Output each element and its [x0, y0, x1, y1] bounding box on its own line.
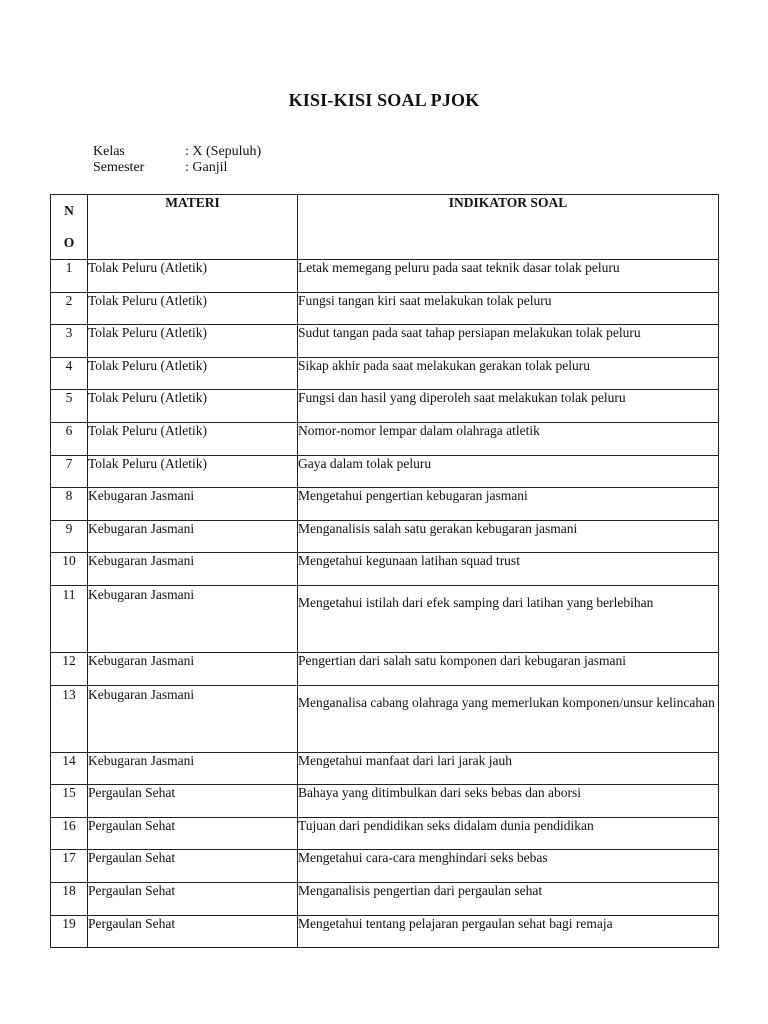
cell-materi: Pergaulan Sehat	[88, 785, 298, 818]
cell-materi: Pergaulan Sehat	[88, 915, 298, 948]
table-row	[51, 325, 719, 358]
cell-materi: Tolak Peluru (Atletik)	[88, 260, 298, 293]
table-row	[51, 652, 719, 685]
cell-materi: Kebugaran Jasmani	[88, 652, 298, 685]
table-row	[51, 455, 719, 488]
cell-materi: Kebugaran Jasmani	[88, 488, 298, 521]
cell-no: 6	[51, 422, 88, 455]
cell-indikator: Menganalisa cabang olahraga yang memerlukan komponen/unsur kelincahan	[298, 685, 719, 752]
meta-value: : X (Sepuluh)	[185, 144, 262, 159]
meta-value: : Ganjil	[185, 160, 228, 175]
cell-materi: Tolak Peluru (Atletik)	[88, 325, 298, 358]
cell-materi: Tolak Peluru (Atletik)	[88, 292, 298, 325]
table-row	[51, 785, 719, 818]
cell-no: 16	[51, 817, 88, 850]
cell-no: 12	[51, 652, 88, 685]
cell-no: 1	[51, 260, 88, 293]
cell-no: 17	[51, 850, 88, 883]
cell-no: 9	[51, 520, 88, 553]
cell-no: 13	[51, 685, 88, 752]
table-row	[51, 357, 719, 390]
table-body	[51, 260, 719, 948]
cell-no: 11	[51, 585, 88, 652]
kisi-kisi-table	[50, 194, 719, 948]
cell-indikator: Gaya dalam tolak peluru	[298, 455, 719, 488]
table-row	[51, 488, 719, 521]
table-row	[51, 585, 719, 652]
cell-indikator: Nomor-nomor lempar dalam olahraga atletik	[298, 422, 719, 455]
cell-indikator: Mengetahui pengertian kebugaran jasmani	[298, 488, 719, 521]
cell-indikator: Fungsi dan hasil yang diperoleh saat melakukan tolak peluru	[298, 390, 719, 423]
cell-indikator: Tujuan dari pendidikan seks didalam dunia pendidikan	[298, 817, 719, 850]
cell-indikator: Mengetahui tentang pelajaran pergaulan sehat bagi remaja	[298, 915, 719, 948]
cell-indikator: Mengetahui istilah dari efek samping dari latihan yang berlebihan	[298, 585, 719, 652]
cell-materi: Pergaulan Sehat	[88, 850, 298, 883]
cell-no: 5	[51, 390, 88, 423]
cell-indikator: Bahaya yang ditimbulkan dari seks bebas dan aborsi	[298, 785, 719, 818]
cell-materi: Kebugaran Jasmani	[88, 520, 298, 553]
table-row	[51, 752, 719, 785]
table-row	[51, 817, 719, 850]
cell-indikator: Letak memegang peluru pada saat teknik dasar tolak peluru	[298, 260, 719, 293]
table-row	[51, 260, 719, 293]
table-row	[51, 685, 719, 752]
table-row	[51, 422, 719, 455]
meta-row-semester	[93, 160, 261, 176]
cell-indikator: Pengertian dari salah satu komponen dari kebugaran jasmani	[298, 652, 719, 685]
table-row	[51, 390, 719, 423]
cell-indikator: Sikap akhir pada saat melakukan gerakan tolak peluru	[298, 357, 719, 390]
cell-no: 19	[51, 915, 88, 948]
cell-indikator: Fungsi tangan kiri saat melakukan tolak peluru	[298, 292, 719, 325]
table-row	[51, 553, 719, 586]
cell-no: 7	[51, 455, 88, 488]
cell-materi: Tolak Peluru (Atletik)	[88, 357, 298, 390]
cell-no: 10	[51, 553, 88, 586]
table-row	[51, 292, 719, 325]
meta-row-kelas	[93, 144, 261, 160]
header-indikator: INDIKATOR SOAL	[298, 195, 719, 260]
header-no	[51, 195, 88, 260]
cell-no: 2	[51, 292, 88, 325]
cell-materi: Tolak Peluru (Atletik)	[88, 390, 298, 423]
cell-materi: Tolak Peluru (Atletik)	[88, 422, 298, 455]
cell-indikator: Mengetahui cara-cara menghindari seks bebas	[298, 850, 719, 883]
table-header-row	[51, 195, 719, 260]
header-materi: MATERI	[88, 195, 298, 260]
cell-materi: Kebugaran Jasmani	[88, 685, 298, 752]
cell-no: 8	[51, 488, 88, 521]
cell-no: 4	[51, 357, 88, 390]
cell-materi: Kebugaran Jasmani	[88, 553, 298, 586]
cell-materi: Kebugaran Jasmani	[88, 752, 298, 785]
cell-no: 3	[51, 325, 88, 358]
cell-no: 18	[51, 882, 88, 915]
table-row	[51, 850, 719, 883]
document-meta	[93, 144, 261, 176]
meta-label: Kelas	[93, 144, 125, 159]
cell-no: 15	[51, 785, 88, 818]
cell-materi: Tolak Peluru (Atletik)	[88, 455, 298, 488]
cell-indikator: Menganalisis salah satu gerakan kebugaran jasmani	[298, 520, 719, 553]
header-no-line: O	[63, 235, 75, 250]
cell-materi: Pergaulan Sehat	[88, 882, 298, 915]
cell-indikator: Sudut tangan pada saat tahap persiapan melakukan tolak peluru	[298, 325, 719, 358]
meta-label: Semester	[93, 160, 145, 175]
cell-indikator: Menganalisis pengertian dari pergaulan sehat	[298, 882, 719, 915]
cell-no: 14	[51, 752, 88, 785]
cell-materi: Kebugaran Jasmani	[88, 585, 298, 652]
header-no-line: N	[64, 203, 74, 218]
table-row	[51, 915, 719, 948]
table-row	[51, 882, 719, 915]
cell-indikator: Mengetahui manfaat dari lari jarak jauh	[298, 752, 719, 785]
cell-materi: Pergaulan Sehat	[88, 817, 298, 850]
document-title: KISI-KISI SOAL PJOK	[288, 90, 480, 110]
cell-indikator: Mengetahui kegunaan latihan squad trust	[298, 553, 719, 586]
table-row	[51, 520, 719, 553]
